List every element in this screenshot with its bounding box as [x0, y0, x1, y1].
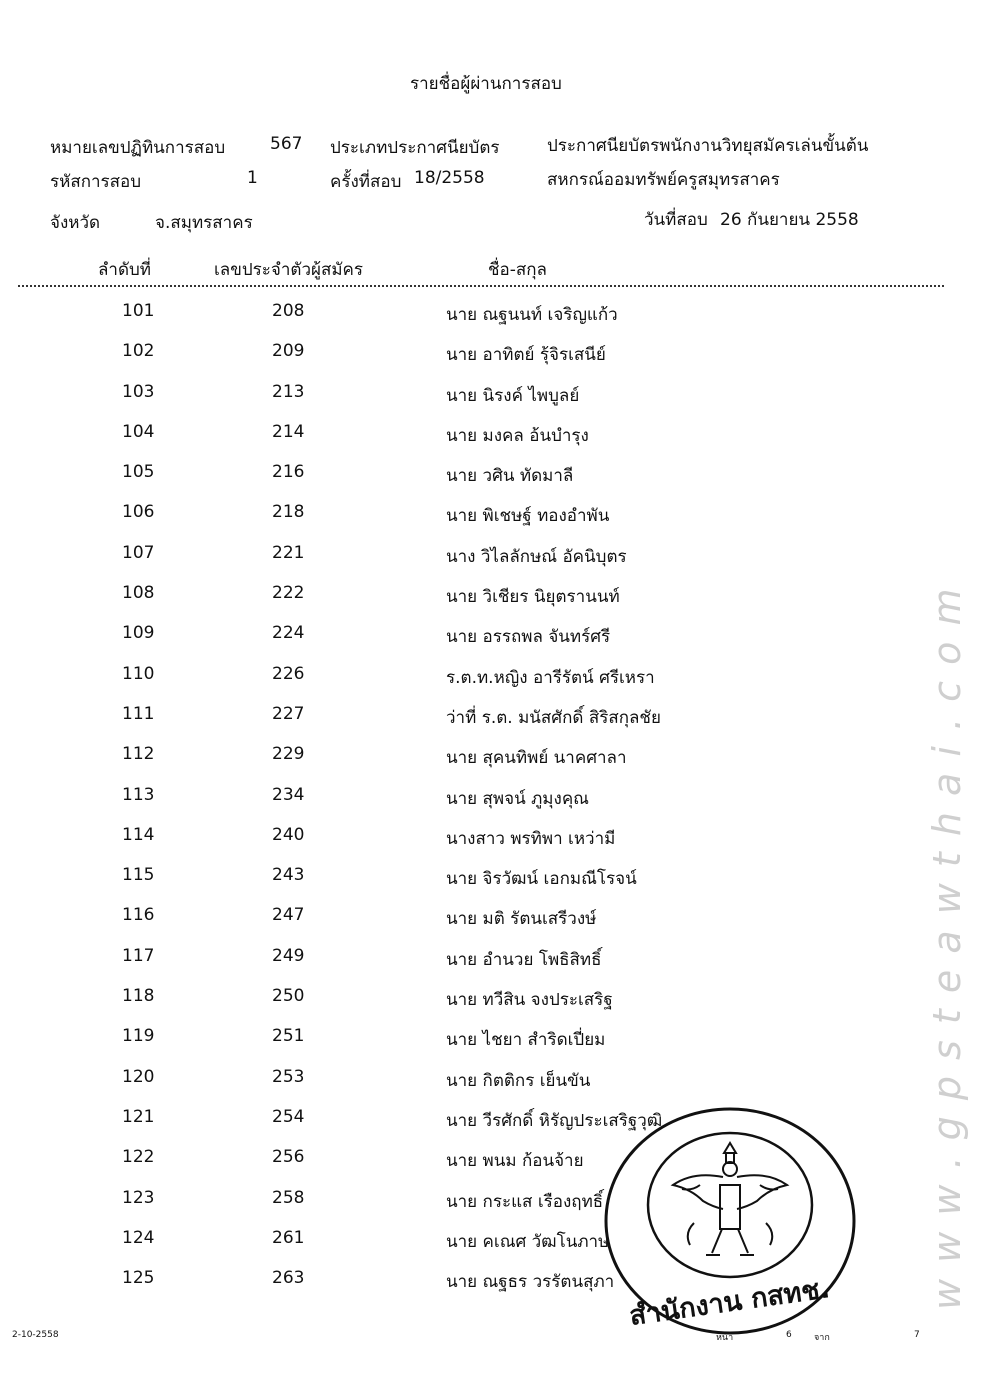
row-number: 121 [122, 1106, 155, 1127]
applicant-id: 240 [272, 824, 305, 845]
row-number: 101 [122, 301, 155, 321]
applicant-name: ร.ต.ท.หญิง อารีรัตน์ ศรีเหรา [446, 667, 655, 688]
applicant-id: 253 [272, 1066, 305, 1087]
row-number: 111 [122, 703, 155, 724]
applicant-id: 263 [272, 1268, 305, 1289]
applicant-name: ว่าที่ ร.ต. มนัสศักดิ์ สิริสกุลชัย [446, 707, 661, 728]
row-number: 102 [122, 341, 155, 362]
applicant-name: นาย พนม ก้อนจ้าย [446, 1151, 584, 1172]
table-row [0, 699, 991, 739]
applicant-name: นาย วศิน ทัดมาลี [446, 466, 574, 487]
row-number: 116 [122, 905, 155, 926]
applicant-name: นาย คเณศ วัฒโนภาษ [446, 1231, 610, 1252]
applicant-id: 250 [272, 986, 305, 1007]
row-number: 103 [122, 381, 155, 402]
applicant-id: 209 [272, 341, 305, 362]
table-row [0, 860, 991, 900]
official-seal-stamp [602, 1105, 858, 1337]
exam-date-value: 26 กันยายน 2558 [720, 210, 859, 230]
table-row [0, 457, 991, 497]
row-number: 113 [122, 784, 155, 805]
applicant-name: นาย อาทิตย์ รุ้จิรเสนีย์ [446, 345, 606, 366]
page-title: รายชื่อผู้ผ่านการสอบ [410, 74, 562, 94]
column-header-order: ลำดับที่ [98, 260, 152, 280]
exam-round-label: ครั้งที่สอบ [330, 172, 402, 192]
row-number: 109 [122, 623, 155, 644]
website-watermark [925, 60, 980, 1320]
applicant-id: 247 [272, 905, 305, 926]
table-row [0, 739, 991, 779]
applicant-name: นางสาว พรทิพา เหว่ามี [446, 828, 616, 849]
column-header-applicant-id: เลขประจำตัวผู้สมัคร [214, 260, 364, 280]
applicant-id: 218 [272, 502, 305, 523]
print-date: 2-10-2558 [12, 1330, 59, 1340]
table-row [0, 417, 991, 457]
row-number: 118 [122, 986, 155, 1007]
applicant-id: 222 [272, 583, 305, 604]
table-row [0, 780, 991, 820]
table-row [0, 981, 991, 1021]
applicant-name: นาย กระแส เรืองฤทธิ์ [446, 1191, 604, 1212]
exam-calendar-value: 567 [270, 134, 303, 154]
table-row [0, 377, 991, 417]
applicant-id: 221 [272, 542, 305, 563]
exam-date-label: วันที่สอบ [644, 210, 708, 230]
exam-round-value: 18/2558 [414, 168, 485, 188]
applicant-id: 254 [272, 1106, 305, 1127]
applicant-name: นาง วิไลลักษณ์ อัคนิบุตร [446, 546, 627, 567]
applicant-id: 258 [272, 1187, 305, 1208]
garuda-emblem-icon [673, 1143, 787, 1255]
applicant-id: 226 [272, 663, 305, 684]
watermark-text: w w w . g p s t e a w t h a i . c o m [925, 586, 969, 1310]
table-row [0, 820, 991, 860]
table-row [0, 497, 991, 537]
applicant-id: 251 [272, 1026, 305, 1047]
table-row [0, 900, 991, 940]
province-value: จ.สมุทรสาคร [155, 213, 253, 233]
applicant-name: นาย นิรงค์ ไพบูลย์ [446, 385, 580, 406]
header-divider [18, 285, 944, 287]
row-number: 117 [122, 945, 155, 966]
page-label: หน้า [716, 1333, 734, 1343]
row-number: 112 [122, 744, 155, 765]
row-number: 119 [122, 1026, 155, 1047]
applicant-name: นาย ทวีสิน จงประเสริฐ [446, 990, 613, 1011]
row-number: 114 [122, 824, 155, 845]
page-current: 6 [786, 1330, 792, 1340]
exam-code-value: 1 [247, 168, 258, 188]
applicant-id: 243 [272, 865, 305, 886]
row-number: 104 [122, 421, 155, 442]
applicant-name: นาย ไชยา สำริดเปี่ยม [446, 1030, 606, 1051]
applicant-name: นาย สุคนทิพย์ นาคศาลา [446, 748, 627, 769]
applicant-name: นาย สุพจน์ ภูมุงคุณ [446, 788, 589, 809]
applicant-name: นาย อำนวย โพธิสิทธิ์ [446, 949, 602, 970]
column-header-full-name: ชื่อ-สกุล [488, 260, 547, 280]
cert-type-value: ประกาศนียบัตรพนักงานวิทยุสมัครเล่นขั้นต้น [547, 136, 869, 156]
applicant-name: นาย มงคล อ้นบำรุง [446, 425, 589, 446]
province-label: จังหวัด [50, 213, 101, 233]
applicant-name: นาย อรรถพล จันทร์ศรี [446, 627, 611, 648]
page-of-label: จาก [814, 1333, 830, 1343]
applicant-name: นาย จิรวัฒน์ เอกมณีโรจน์ [446, 869, 637, 890]
applicant-id: 213 [272, 381, 305, 402]
table-row [0, 1021, 991, 1061]
applicant-name: นาย ณฐธร วรรัตนสุภา [446, 1272, 615, 1293]
table-row [0, 538, 991, 578]
row-number: 105 [122, 462, 155, 483]
row-number: 108 [122, 583, 155, 604]
exam-calendar-label: หมายเลขปฏิทินการสอบ [50, 138, 226, 158]
applicant-id: 261 [272, 1227, 305, 1248]
applicant-id: 234 [272, 784, 305, 805]
row-number: 123 [122, 1187, 155, 1208]
row-number: 125 [122, 1268, 155, 1289]
applicant-id: 249 [272, 945, 305, 966]
table-row [0, 296, 991, 336]
row-number: 115 [122, 865, 155, 886]
page-total: 7 [914, 1330, 920, 1340]
applicant-name: นาย ณฐนนท์ เจริญแก้ว [446, 305, 618, 325]
table-row [0, 1062, 991, 1102]
applicant-name: นาย มติ รัตนเสรีวงษ์ [446, 909, 597, 930]
table-row [0, 618, 991, 658]
exam-code-label: รหัสการสอบ [50, 172, 142, 192]
row-number: 110 [122, 663, 155, 684]
row-number: 107 [122, 542, 155, 563]
applicant-name: นาย วีรศักดิ์ หิรัญประเสริฐวุฒิ [446, 1110, 663, 1131]
applicant-name: นาย กิตติกร เย็นขัน [446, 1070, 591, 1091]
applicant-id: 224 [272, 623, 305, 644]
seal-text: สำนักงาน กสทช. [627, 1273, 832, 1332]
applicant-name: นาย วิเชียร นิยุตรานนท์ [446, 587, 620, 608]
row-number: 106 [122, 502, 155, 523]
applicant-id: 216 [272, 462, 305, 483]
applicant-id: 256 [272, 1147, 305, 1168]
table-row [0, 659, 991, 699]
organization-name: สหกรณ์ออมทรัพย์ครูสมุทรสาคร [547, 170, 780, 190]
cert-type-label: ประเภทประกาศนียบัตร [330, 138, 500, 158]
applicant-id: 229 [272, 744, 305, 765]
table-row [0, 336, 991, 376]
applicant-id: 214 [272, 421, 305, 442]
table-row [0, 941, 991, 981]
row-number: 120 [122, 1066, 155, 1087]
row-number: 122 [122, 1147, 155, 1168]
row-number: 124 [122, 1227, 155, 1248]
applicant-id: 227 [272, 703, 305, 724]
table-row [0, 578, 991, 618]
applicant-id: 208 [272, 301, 305, 321]
applicant-name: นาย พิเชษฐ์ ทองอำพัน [446, 506, 610, 527]
